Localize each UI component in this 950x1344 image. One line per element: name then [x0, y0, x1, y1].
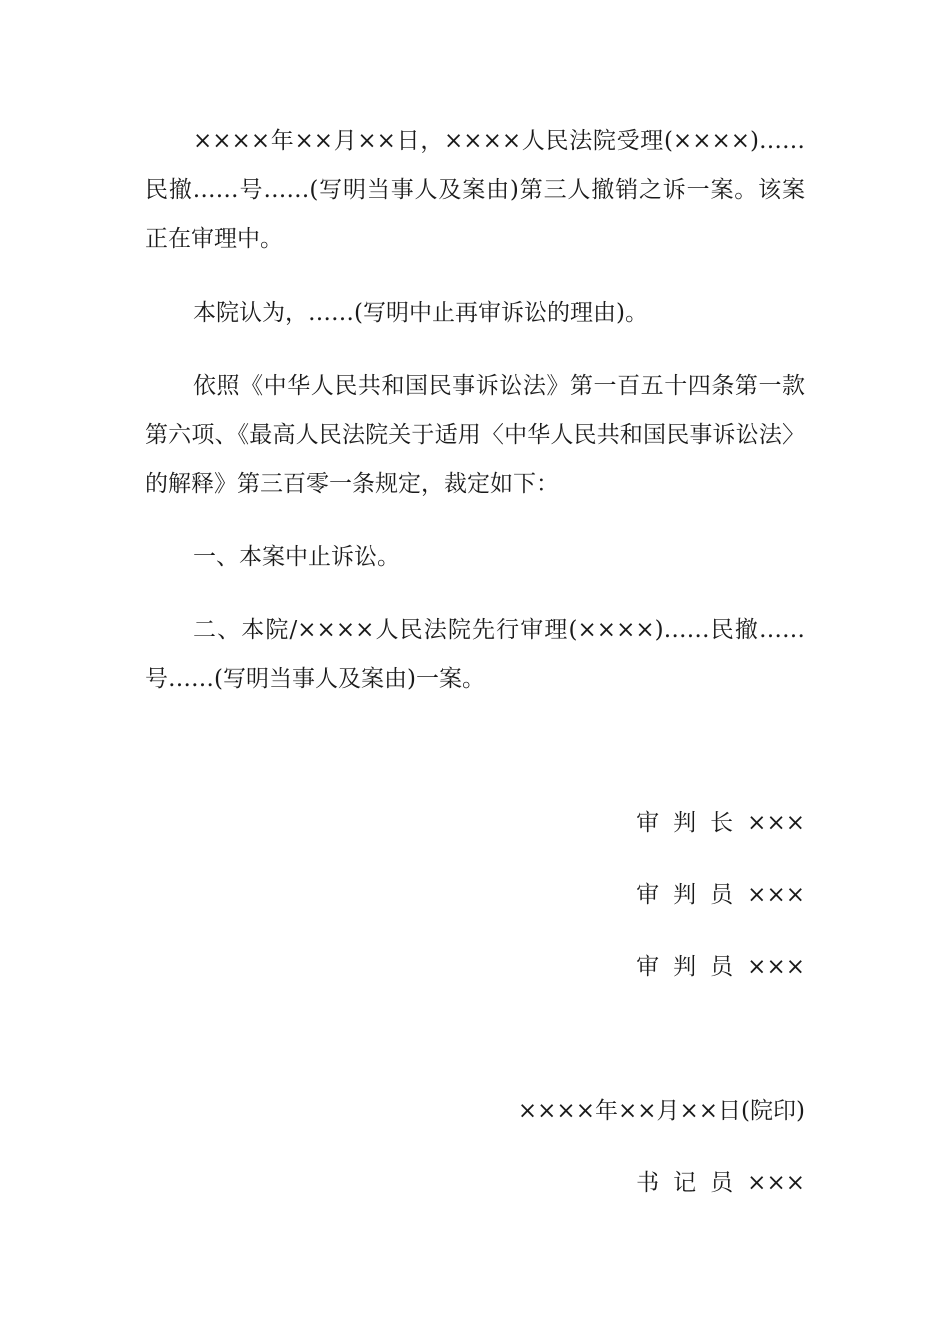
signature-chief-judge: [636, 808, 805, 838]
signature-judge-2: [636, 952, 805, 982]
ruling-date-seal: ××××年××月××日(院印): [517, 1098, 805, 1124]
signature-judge-1: [636, 880, 805, 910]
signature-role: 审判员: [636, 954, 748, 980]
paragraph-court-opinion: 本院认为，……(写明中止再审诉讼的理由)。: [193, 300, 648, 326]
signature-role: 审判员: [636, 882, 748, 908]
signature-name: ×××: [747, 954, 805, 980]
signature-name: ×××: [747, 1170, 805, 1196]
signature-clerk: [636, 1168, 805, 1198]
paragraph-legal-basis: 依照《中华人民共和国民事诉讼法》第一百五十四条第一款第六项、《最高人民法院关于适用〈中华人民共和国民事诉讼法〉的解释》第三百零一条规定，裁定如下：: [145, 373, 805, 497]
signature-name: ×××: [747, 882, 805, 908]
paragraph-ruling-item-2: 二、本院/××××人民法院先行审理(××××)……民撤……号……(写明当事人及案由)一案。: [145, 617, 805, 692]
signature-role: 书记员: [636, 1170, 748, 1196]
signature-name: ×××: [747, 810, 805, 836]
paragraph-ruling-item-1: 一、本案中止诉讼。: [193, 544, 400, 570]
paragraph-case-acceptance: ××××年××月××日，××××人民法院受理(××××)……民撤……号……(写明当事人及案由)第三人撤销之诉一案。该案正在审理中。: [145, 128, 805, 252]
signature-role: 审判长: [636, 810, 748, 836]
